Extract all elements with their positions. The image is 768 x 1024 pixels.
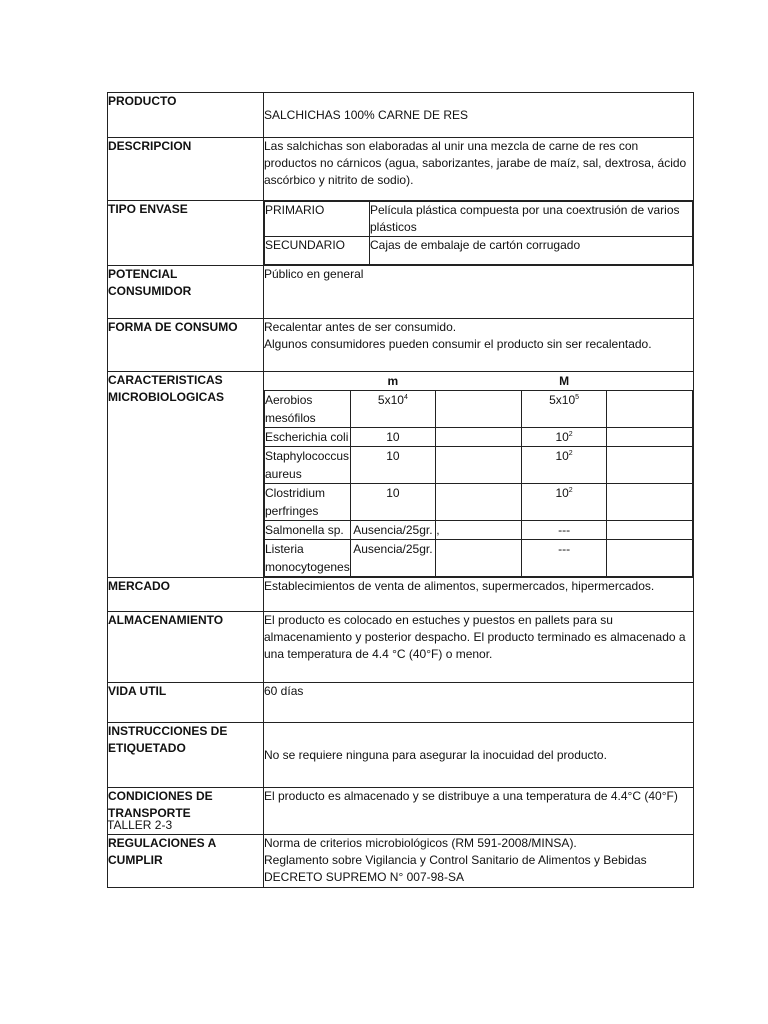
row-producto (108, 93, 694, 138)
micro-m-value (350, 447, 436, 484)
regulaciones-line-2: Reglamento sobre Vigilancia y Control Sanitario de Alimentos y Bebidas (264, 853, 647, 867)
micro-M-value (521, 391, 607, 428)
label-descripcion: DESCRIPCION (108, 138, 264, 201)
label-condiciones-transporte: CONDICIONES DE TRANSPORTE (108, 788, 264, 835)
micro-organism (265, 428, 351, 447)
micro-m-base: 10 (386, 449, 400, 463)
micro-separator (436, 540, 522, 577)
envase-secundario-label: SECUNDARIO (265, 237, 370, 265)
label-regulaciones: REGULACIONES A CUMPLIR (108, 835, 264, 888)
micro-m-value (350, 521, 436, 540)
product-spec-sheet (107, 92, 694, 888)
micro-col-M: M (559, 374, 570, 388)
micro-header-row (265, 372, 693, 391)
row-mercado (108, 578, 694, 612)
value-vida-util: 60 días (264, 683, 694, 723)
micro-M-value (521, 484, 607, 521)
label-vida-util: VIDA UTIL (108, 683, 264, 723)
product-spec-table (107, 92, 694, 888)
micro-M-base: 5x10 (549, 393, 576, 407)
micro-separator (436, 428, 522, 447)
row-descripcion (108, 138, 694, 201)
row-condiciones-transporte (108, 788, 694, 835)
micro-M-value (521, 428, 607, 447)
footer-caption: TALLER 2-3 (107, 818, 173, 832)
micro-m-base: Ausencia/25gr. (353, 542, 433, 556)
row-caracteristicas-microbiologicas (108, 372, 694, 578)
label-producto: PRODUCTO (108, 93, 264, 138)
micro-m-base: 10 (386, 430, 400, 444)
label-potencial-consumidor: POTENCIAL CONSUMIDOR (108, 266, 264, 319)
value-caracteristicas-microbiologicas (264, 372, 694, 578)
micro-M-exponent: 2 (568, 450, 573, 457)
micro-M-exponent: 2 (568, 487, 573, 494)
micro-separator (436, 447, 522, 484)
value-regulaciones (264, 835, 694, 888)
micro-m-base: 10 (386, 486, 400, 500)
micro-organism-name: Clostridium perfringes (265, 486, 326, 518)
row-regulaciones (108, 835, 694, 888)
row-almacenamiento (108, 612, 694, 683)
micro-m-value (350, 540, 436, 577)
micro-row (265, 391, 693, 428)
row-vida-util (108, 683, 694, 723)
micro-M-base: 10 (555, 430, 569, 444)
forma-consumo-line-1: Recalentar antes de ser consumido. (264, 320, 457, 334)
envase-secundario-value: Cajas de embalaje de cartón corrugado (370, 237, 693, 265)
value-mercado: Establecimientos de venta de alimentos, supermercados, hipermercados. (264, 578, 694, 612)
label-tipo-envase: TIPO ENVASE (108, 201, 264, 266)
micro-organism-name: Listeria monocytogenes (265, 542, 350, 574)
value-tipo-envase (264, 201, 694, 266)
envase-subtable (264, 201, 693, 265)
micro-organism-name: Aerobios mesófilos (265, 393, 316, 425)
value-potencial-consumidor: Público en general (264, 266, 694, 319)
envase-primario-value: Película plástica compuesta por una coextrusión de varios plásticos (370, 202, 693, 237)
micro-M-value (521, 521, 607, 540)
micro-separator (436, 391, 522, 428)
micro-col-m: m (387, 374, 399, 388)
value-forma-consumo (264, 319, 694, 372)
micro-organism (265, 447, 351, 484)
micro-organism-name: Staphylococcus aureus (265, 449, 350, 481)
micro-M-base: --- (558, 523, 571, 537)
micro-m-value (350, 391, 436, 428)
envase-row-secundario (265, 237, 693, 265)
micro-criteria-table (264, 372, 693, 577)
value-descripcion: Las salchichas son elaboradas al unir una mezcla de carne de res con productos no cárnicos (agua, saborizantes, jarabe de maíz, sal, dextrosa, ácido ascórbico y nitrito de sodio). (264, 138, 694, 201)
forma-consumo-line-2: Algunos consumidores pueden consumir el producto sin ser recalentado. (264, 337, 652, 351)
micro-organism (265, 391, 351, 428)
row-tipo-envase (108, 201, 694, 266)
micro-m-base: Ausencia/25gr. (353, 523, 433, 537)
micro-organism (265, 484, 351, 521)
value-almacenamiento: El producto es colocado en estuches y puestos en pallets para su almacenamiento y posterior despacho. El producto terminado es almacenado a una temperatura de 4.4 °C (40°F) o menor. (264, 612, 694, 683)
row-potencial-consumidor (108, 266, 694, 319)
micro-m-exponent: 4 (403, 394, 408, 401)
micro-organism-name: Salmonella sp. (265, 523, 344, 537)
envase-primario-label: PRIMARIO (265, 202, 370, 237)
micro-separator: , (436, 521, 522, 540)
label-forma-consumo: FORMA DE CONSUMO (108, 319, 264, 372)
micro-M-base: 10 (555, 486, 569, 500)
micro-separator (436, 484, 522, 521)
micro-M-base: --- (558, 542, 571, 556)
micro-row (265, 521, 693, 540)
micro-m-value (350, 428, 436, 447)
micro-m-value (350, 484, 436, 521)
micro-M-base: 10 (555, 449, 569, 463)
value-condiciones-transporte: El producto es almacenado y se distribuye a una temperatura de 4.4°C (40°F) (264, 788, 694, 835)
micro-organism-name: Escherichia coli (265, 430, 349, 444)
row-forma-consumo (108, 319, 694, 372)
micro-row (265, 484, 693, 521)
envase-row-primario (265, 202, 693, 237)
label-caracteristicas-microbiologicas: CARACTERISTICAS MICROBIOLOGICAS (108, 372, 264, 578)
micro-M-exponent: 5 (575, 394, 580, 401)
label-almacenamiento: ALMACENAMIENTO (108, 612, 264, 683)
micro-M-value (521, 447, 607, 484)
micro-row (265, 428, 693, 447)
micro-row (265, 540, 693, 577)
regulaciones-line-1: Norma de criterios microbiológicos (RM 591-2008/MINSA). (264, 836, 577, 850)
micro-row (265, 447, 693, 484)
micro-M-value (521, 540, 607, 577)
label-instrucciones-etiquetado: INSTRUCCIONES DE ETIQUETADO (108, 723, 264, 788)
micro-m-base: 5x10 (377, 393, 404, 407)
value-instrucciones-etiquetado: No se requiere ninguna para asegurar la inocuidad del producto. (264, 723, 694, 788)
regulaciones-line-3: DECRETO SUPREMO N° 007-98-SA (264, 870, 464, 884)
value-producto: SALCHICHAS 100% CARNE DE RES (264, 93, 694, 138)
micro-organism (265, 540, 351, 577)
micro-organism (265, 521, 351, 540)
micro-M-exponent: 2 (568, 431, 573, 438)
row-instrucciones-etiquetado (108, 723, 694, 788)
label-mercado: MERCADO (108, 578, 264, 612)
micro-rows (265, 391, 693, 577)
